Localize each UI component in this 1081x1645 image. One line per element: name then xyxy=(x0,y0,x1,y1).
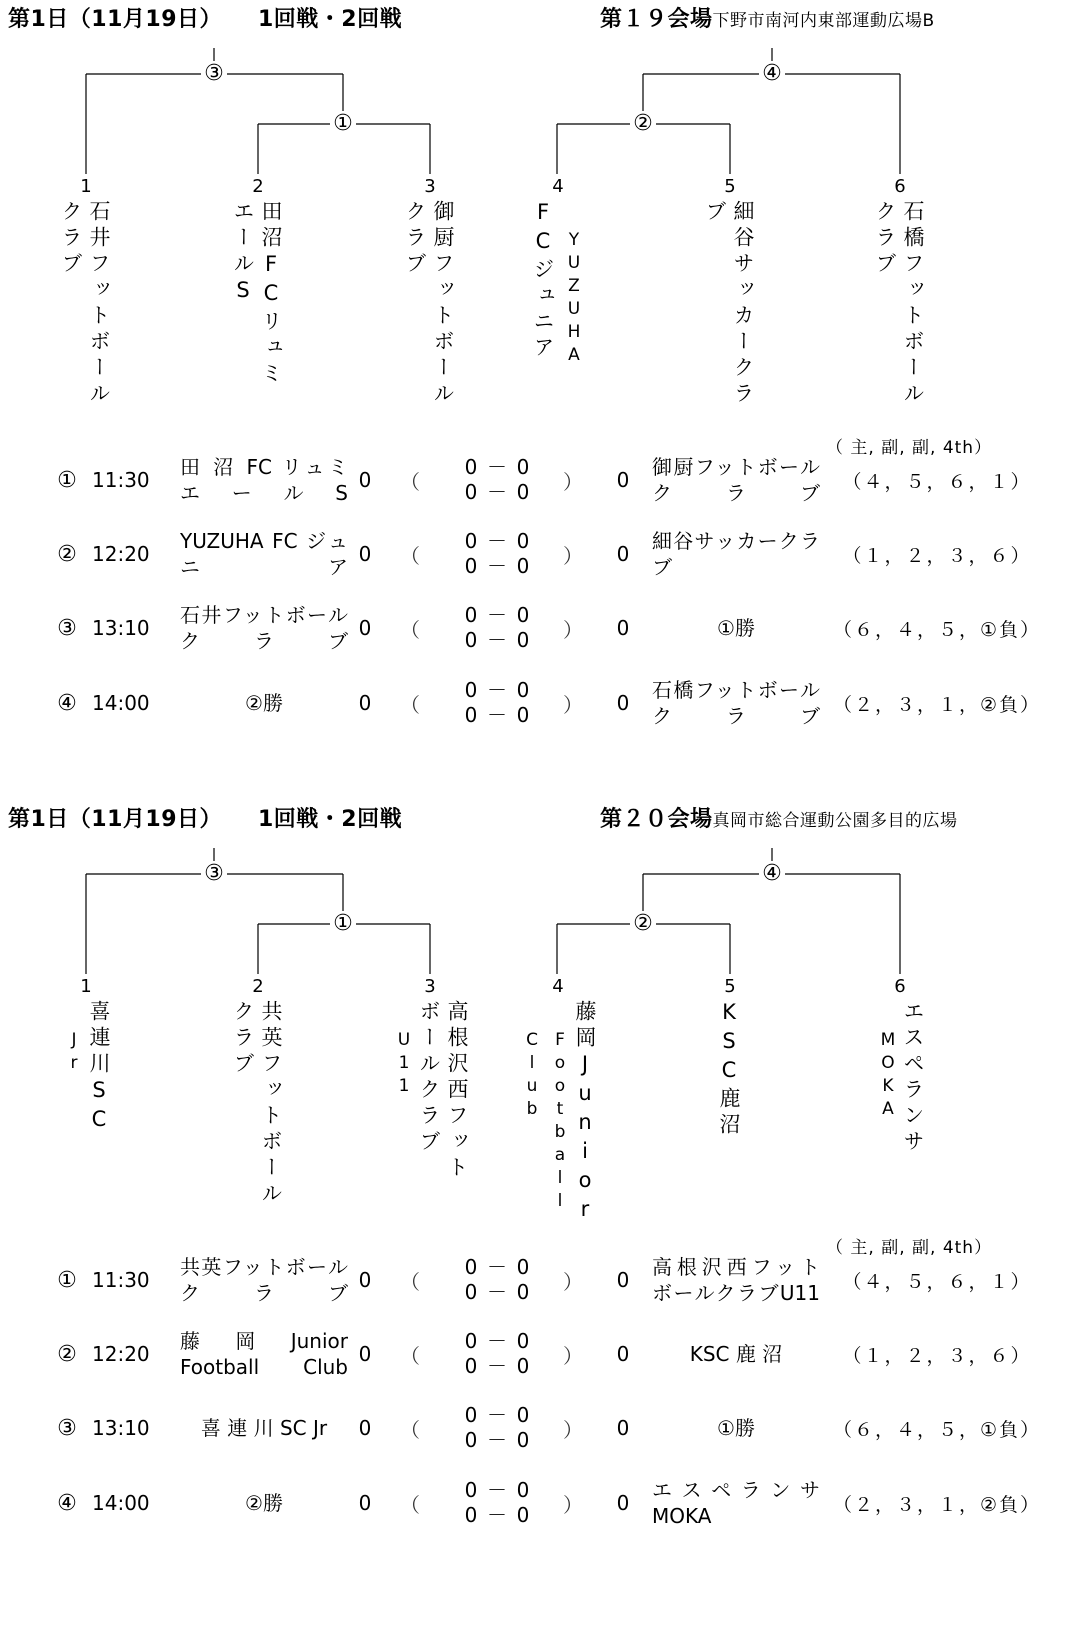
team-number: 2 xyxy=(252,976,264,997)
paren-close: ） xyxy=(563,617,583,642)
paren-open: （ xyxy=(400,469,420,494)
day-label: 第1日（11月19日） xyxy=(8,807,223,832)
score-dash: － xyxy=(487,703,507,727)
referee-header: （ 主, 副, 副, 4th） xyxy=(826,1238,993,1258)
half-score: 0 xyxy=(464,603,478,627)
half-score: 0 xyxy=(464,1503,478,1527)
paren-open: （ xyxy=(400,692,420,717)
home-team-line: YUZUHA FC ジュ xyxy=(180,529,348,553)
team-number: 1 xyxy=(80,976,92,997)
half-score-row xyxy=(458,529,536,554)
half-score-row xyxy=(458,480,536,505)
away-team xyxy=(652,1326,820,1382)
away-team-line: ク ラ ブ xyxy=(652,481,820,505)
match-row xyxy=(0,526,1081,582)
referee-assignment: （６，４，５，①負） xyxy=(832,618,1042,641)
away-team-line: 石橋フットボール xyxy=(652,678,820,702)
team-number: 6 xyxy=(894,176,906,197)
match-number: ④ xyxy=(57,690,77,716)
referee-header: （ 主, 副, 副, 4th） xyxy=(826,438,993,458)
venue-label xyxy=(600,802,958,833)
team-name-column: YUZUHA xyxy=(564,230,584,368)
half-scores xyxy=(432,1252,562,1308)
away-team-line: ①勝 xyxy=(717,1416,755,1440)
half-score-row xyxy=(458,1329,536,1354)
home-team-line: 田 沼 FC リュミ xyxy=(180,455,348,479)
venue-number: 第１９会場 xyxy=(600,7,713,32)
half-score-row xyxy=(458,1428,536,1453)
paren-open: （ xyxy=(400,1492,420,1517)
half-score: 0 xyxy=(464,455,478,479)
half-score-row xyxy=(458,628,536,653)
team-name-column: 細谷サッカークラ xyxy=(731,200,755,408)
bracket-match-label: ① xyxy=(330,911,356,937)
bracket-match-label: ③ xyxy=(201,61,227,87)
match-number: ② xyxy=(57,541,77,567)
team-name-column: 石井フットボール xyxy=(87,200,111,408)
home-team-line: 喜 連 川 SC Jr xyxy=(200,1416,328,1440)
referee-assignment: （６，４，５，①負） xyxy=(832,1418,1042,1441)
half-score: 0 xyxy=(516,628,530,652)
match-number: ③ xyxy=(57,1415,77,1441)
home-team xyxy=(180,1252,348,1308)
team-name-column: クラブ xyxy=(231,1000,255,1078)
half-score: 0 xyxy=(464,1329,478,1353)
away-team xyxy=(652,526,820,582)
half-score: 0 xyxy=(464,1428,478,1452)
bracket-match-label: ④ xyxy=(759,861,785,887)
day-label: 第1日（11月19日） xyxy=(8,7,223,32)
away-team xyxy=(652,675,820,731)
home-team xyxy=(180,1326,348,1382)
match-number: ③ xyxy=(57,615,77,641)
half-scores xyxy=(432,600,562,656)
score-dash: － xyxy=(487,603,507,627)
score-dash: － xyxy=(487,529,507,553)
kickoff-time: 13:10 xyxy=(92,616,150,640)
venue-place: 真岡市総合運動公園多目的広場 xyxy=(712,811,958,831)
home-score: 0 xyxy=(358,691,372,715)
home-team xyxy=(180,452,348,508)
score-dash: － xyxy=(487,1428,507,1452)
half-score-row xyxy=(458,678,536,703)
team-name-column: 御厨フットボール xyxy=(431,200,455,408)
team-number: 2 xyxy=(252,176,264,197)
paren-open: （ xyxy=(400,543,420,568)
team-name-column: エスペランサ xyxy=(901,1000,925,1156)
away-team-line: 高根沢西フット xyxy=(652,1255,820,1279)
paren-open: （ xyxy=(400,1417,420,1442)
half-score: 0 xyxy=(464,1354,478,1378)
paren-close: ） xyxy=(563,469,583,494)
home-team-line: Football Club xyxy=(180,1355,348,1379)
half-score: 0 xyxy=(516,1354,530,1378)
bracket-match-label: ④ xyxy=(759,61,785,87)
half-score: 0 xyxy=(516,1255,530,1279)
match-number: ② xyxy=(57,1341,77,1367)
team-number: 5 xyxy=(724,176,736,197)
paren-close: ） xyxy=(563,543,583,568)
half-score: 0 xyxy=(516,703,530,727)
half-score: 0 xyxy=(516,1329,530,1353)
away-score: 0 xyxy=(616,691,630,715)
match-row xyxy=(0,1326,1081,1382)
home-team-line: ②勝 xyxy=(245,691,283,715)
home-score: 0 xyxy=(358,1342,372,1366)
half-score: 0 xyxy=(464,1280,478,1304)
half-score: 0 xyxy=(464,703,478,727)
referee-assignment: （１，２，３，６） xyxy=(842,1344,1032,1367)
team-name-column: MOKA xyxy=(878,1030,898,1122)
match-row xyxy=(0,1475,1081,1531)
half-score-row xyxy=(458,1503,536,1528)
score-dash: － xyxy=(487,480,507,504)
half-score-row xyxy=(458,455,536,480)
half-score: 0 xyxy=(516,678,530,702)
bracket-lines xyxy=(0,48,1081,188)
team-name-column: 高根沢西フット xyxy=(445,1000,469,1182)
referee-assignment: （４，５，６，１） xyxy=(842,1270,1032,1293)
home-team-line: 石井フットボール xyxy=(180,603,348,627)
home-team xyxy=(180,675,348,731)
half-score: 0 xyxy=(516,603,530,627)
bracket-match-label: ① xyxy=(330,111,356,137)
away-score: 0 xyxy=(616,1416,630,1440)
score-dash: － xyxy=(487,1403,507,1427)
away-team xyxy=(652,452,820,508)
away-team-line: ボールクラブU11 xyxy=(652,1281,820,1305)
away-team-line: 御厨フットボール xyxy=(652,455,820,479)
half-scores xyxy=(432,1400,562,1456)
half-scores xyxy=(432,452,562,508)
half-score: 0 xyxy=(516,480,530,504)
paren-close: ） xyxy=(563,692,583,717)
bracket-lines xyxy=(0,848,1081,988)
venue-label xyxy=(600,2,935,33)
half-score: 0 xyxy=(464,1255,478,1279)
team-name-column: ブ xyxy=(703,200,727,226)
paren-close: ） xyxy=(563,1269,583,1294)
away-score: 0 xyxy=(616,468,630,492)
paren-close: ） xyxy=(563,1417,583,1442)
away-score: 0 xyxy=(616,1491,630,1515)
team-name-column: KSC鹿沼 xyxy=(717,1000,741,1139)
score-dash: － xyxy=(487,1255,507,1279)
team-name-column: エールS xyxy=(231,200,255,307)
half-scores xyxy=(432,526,562,582)
venue-place: 下野市南河内東部運動広場B xyxy=(712,11,935,31)
away-team-line: ク ラ ブ xyxy=(652,704,820,728)
paren-close: ） xyxy=(563,1343,583,1368)
home-team-line: 共英フットボール xyxy=(180,1255,348,1279)
bracket-match-label: ② xyxy=(630,111,656,137)
home-score: 0 xyxy=(358,1268,372,1292)
home-team-line: ニ ア xyxy=(180,555,348,579)
kickoff-time: 12:20 xyxy=(92,542,150,566)
away-team-line: エスペランサ xyxy=(652,1478,820,1502)
home-team-line: ク ラ ブ xyxy=(180,1281,348,1305)
half-score: 0 xyxy=(516,1428,530,1452)
match-row xyxy=(0,1252,1081,1308)
half-score-row xyxy=(458,554,536,579)
home-score: 0 xyxy=(358,1491,372,1515)
half-score: 0 xyxy=(464,554,478,578)
team-number: 4 xyxy=(552,976,564,997)
home-team-line: ク ラ ブ xyxy=(180,629,348,653)
team-number: 4 xyxy=(552,176,564,197)
away-team-line: ①勝 xyxy=(717,616,755,640)
away-score: 0 xyxy=(616,616,630,640)
round-label: 1回戦・2回戦 xyxy=(258,7,403,32)
half-scores xyxy=(432,1326,562,1382)
half-score: 0 xyxy=(464,678,478,702)
score-dash: － xyxy=(487,1478,507,1502)
match-row xyxy=(0,675,1081,731)
half-score: 0 xyxy=(516,455,530,479)
home-team xyxy=(180,600,348,656)
team-name-column: クラブ xyxy=(403,200,427,278)
team-name-column: Club xyxy=(522,1030,542,1122)
match-row xyxy=(0,1400,1081,1456)
away-team xyxy=(652,1252,820,1308)
match-row xyxy=(0,452,1081,508)
home-score: 0 xyxy=(358,616,372,640)
team-name-column: クラブ xyxy=(59,200,83,278)
paren-open: （ xyxy=(400,1269,420,1294)
away-team xyxy=(652,1400,820,1456)
half-score: 0 xyxy=(464,529,478,553)
half-score: 0 xyxy=(516,1403,530,1427)
kickoff-time: 14:00 xyxy=(92,1491,150,1515)
team-name-column: U11 xyxy=(394,1030,414,1099)
match-number: ④ xyxy=(57,1490,77,1516)
away-score: 0 xyxy=(616,1342,630,1366)
score-dash: － xyxy=(487,1329,507,1353)
score-dash: － xyxy=(487,455,507,479)
paren-open: （ xyxy=(400,1343,420,1368)
bracket-match-label: ③ xyxy=(201,861,227,887)
round-label: 1回戦・2回戦 xyxy=(258,807,403,832)
match-row xyxy=(0,600,1081,656)
score-dash: － xyxy=(487,1503,507,1527)
half-score-row xyxy=(458,1255,536,1280)
away-score: 0 xyxy=(616,1268,630,1292)
half-score-row xyxy=(458,1280,536,1305)
kickoff-time: 11:30 xyxy=(92,468,150,492)
score-dash: － xyxy=(487,1280,507,1304)
team-number: 5 xyxy=(724,976,736,997)
away-team-line: MOKA xyxy=(652,1504,712,1528)
half-score: 0 xyxy=(464,1478,478,1502)
team-name-column: クラブ xyxy=(873,200,897,278)
team-name-column: Jr xyxy=(64,1030,84,1076)
bracket-match-label: ② xyxy=(630,911,656,937)
away-team-line: KSC 鹿 沼 xyxy=(689,1342,783,1366)
away-score: 0 xyxy=(616,542,630,566)
home-team xyxy=(180,1475,348,1531)
half-score: 0 xyxy=(516,554,530,578)
kickoff-time: 13:10 xyxy=(92,1416,150,1440)
home-team xyxy=(180,1400,348,1456)
half-score: 0 xyxy=(516,1478,530,1502)
home-team-line: ②勝 xyxy=(245,1491,283,1515)
team-number: 3 xyxy=(424,976,436,997)
half-score: 0 xyxy=(516,1503,530,1527)
team-number: 1 xyxy=(80,176,92,197)
paren-open: （ xyxy=(400,617,420,642)
half-score-row xyxy=(458,703,536,728)
referee-assignment: （２，３，１，②負） xyxy=(832,693,1042,716)
referee-assignment: （１，２，３，６） xyxy=(842,544,1032,567)
team-number: 6 xyxy=(894,976,906,997)
team-name-column: 田沼FCリュミ xyxy=(259,200,283,388)
team-name-column: 共英フットボール xyxy=(259,1000,283,1208)
kickoff-time: 14:00 xyxy=(92,691,150,715)
referee-assignment: （４，５，６，１） xyxy=(842,470,1032,493)
paren-close: ） xyxy=(563,1492,583,1517)
half-scores xyxy=(432,675,562,731)
kickoff-time: 11:30 xyxy=(92,1268,150,1292)
referee-assignment: （２，３，１，②負） xyxy=(832,1493,1042,1516)
home-score: 0 xyxy=(358,542,372,566)
away-team-line: ブ xyxy=(652,555,672,579)
match-number: ① xyxy=(57,1267,77,1293)
half-score-row xyxy=(458,603,536,628)
kickoff-time: 12:20 xyxy=(92,1342,150,1366)
venue-number: 第２０会場 xyxy=(600,807,713,832)
team-name-column: 藤岡Junior xyxy=(573,1000,597,1226)
home-team xyxy=(180,526,348,582)
half-score: 0 xyxy=(464,1403,478,1427)
half-score: 0 xyxy=(464,480,478,504)
away-team-line: 細谷サッカークラ xyxy=(652,529,820,553)
half-scores xyxy=(432,1475,562,1531)
team-name-column: FCジュニア xyxy=(531,200,555,362)
away-team xyxy=(652,1475,820,1531)
score-dash: － xyxy=(487,554,507,578)
half-score-row xyxy=(458,1478,536,1503)
home-team-line: エ ー ル S xyxy=(180,481,348,505)
score-dash: － xyxy=(487,678,507,702)
score-dash: － xyxy=(487,628,507,652)
half-score: 0 xyxy=(516,1280,530,1304)
half-score-row xyxy=(458,1403,536,1428)
team-name-column: 喜連川SC xyxy=(87,1000,111,1136)
home-score: 0 xyxy=(358,1416,372,1440)
team-name-column: ボールクラブ xyxy=(417,1000,441,1156)
home-team-line: 藤 岡 Junior xyxy=(180,1329,348,1353)
half-score-row xyxy=(458,1354,536,1379)
half-score: 0 xyxy=(516,529,530,553)
score-dash: － xyxy=(487,1354,507,1378)
half-score: 0 xyxy=(464,628,478,652)
match-number: ① xyxy=(57,467,77,493)
away-team xyxy=(652,600,820,656)
team-name-column: Football xyxy=(550,1030,570,1214)
home-score: 0 xyxy=(358,468,372,492)
team-number: 3 xyxy=(424,176,436,197)
team-name-column: 石橋フットボール xyxy=(901,200,925,408)
